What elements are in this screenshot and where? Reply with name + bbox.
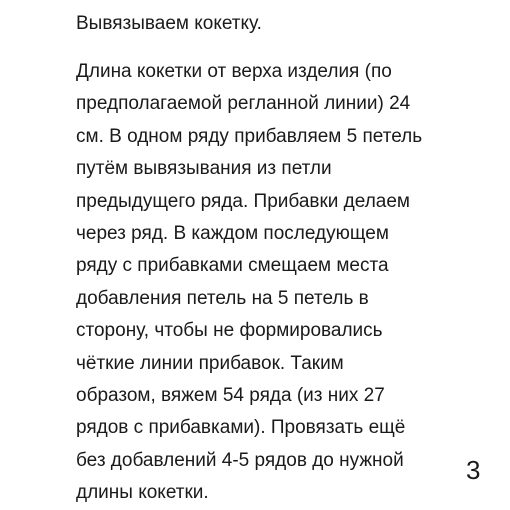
page-number: 3 xyxy=(466,455,481,485)
section-heading: Вывязываем кокетку. xyxy=(76,13,262,34)
paragraph-line: рядов с прибавками). Провязать ещё xyxy=(76,417,406,439)
paragraph-line: Длина кокетки от верха изделия (по xyxy=(76,61,392,82)
paragraph-line: предыдущего ряда. Прибавки делаем xyxy=(76,190,410,212)
paragraph-line: добавления петель на 5 петель в xyxy=(76,287,369,309)
paragraph-line: сторону, чтобы не формировались xyxy=(76,320,383,342)
paragraph-line: длины кокетки. xyxy=(76,482,209,504)
paragraph-line: предполагаемой регланной линии) 24 xyxy=(76,93,411,115)
instruction-paragraph xyxy=(76,56,422,510)
paragraph-line: образом, вяжем 54 ряда (из них 27 xyxy=(76,385,385,407)
paragraph-line: без добавлений 4-5 рядов до нужной xyxy=(76,449,404,471)
paragraph-line: через ряд. В каждом последующем xyxy=(76,223,389,245)
paragraph-line: чёткие линии прибавок. Таким xyxy=(76,352,344,374)
paragraph-line: см. В одном ряду прибавляем 5 петель xyxy=(76,125,423,147)
paragraph-line: путём вывязывания из петли xyxy=(76,158,332,180)
paragraph-line: ряду с прибавками смещаем места xyxy=(76,255,389,277)
